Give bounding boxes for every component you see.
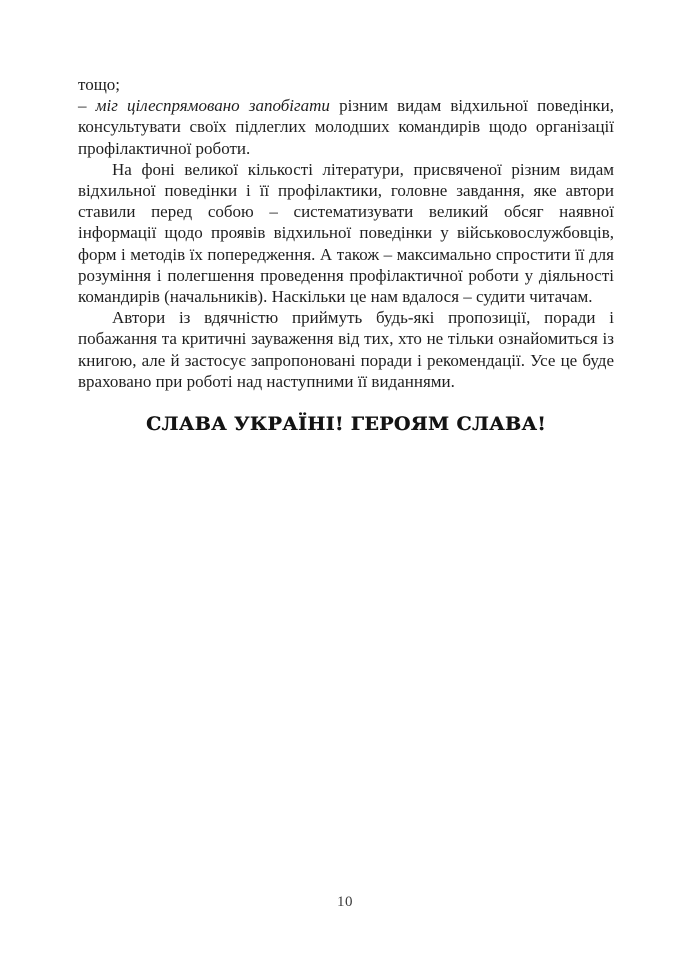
page-number: 10 bbox=[337, 894, 353, 910]
slogan-heading: СЛАВА УКРАЇНІ! ГЕРОЯМ СЛАВА! bbox=[145, 413, 546, 436]
list-item-dash: – bbox=[78, 96, 96, 116]
list-item-emphasis-text: міг цілеспрямовано запобігати bbox=[95, 96, 330, 116]
page-body bbox=[78, 74, 614, 435]
paragraph-list-item bbox=[78, 95, 614, 159]
list-item-rest-text: різним видам відхильної поведінки, консультувати своїх підлеглих молодших командирів щодо організації профілактичної роботи. bbox=[78, 96, 614, 158]
paragraph-feedback: Автори із вдячністю приймуть будь-які пропозиції, поради і побажання та критичні зауваження від тих, хто не тільки ознайомиться із книгою, але й застосує запропоновані поради і рекомендації. Усе це буде враховано при роботі над наступними її виданнями. bbox=[78, 308, 614, 391]
paragraph-continuation: тощо; bbox=[78, 75, 121, 94]
paragraph-literature: На фоні великої кількості літератури, присвяченої різним видам відхильної поведінки і її профілактики, головне завдання, яке автори ставили перед собою – систематизувати великий обсяг наявної інформації щодо проявів відхильної поведінки у військовослужбовців, форм і методів їх попередження. А також – максимально спростити її для розуміння і полегшення проведення профілактичної роботи у діяльності командирів (начальників). Наскільки це нам вдалося – судити читачам. bbox=[78, 159, 614, 307]
